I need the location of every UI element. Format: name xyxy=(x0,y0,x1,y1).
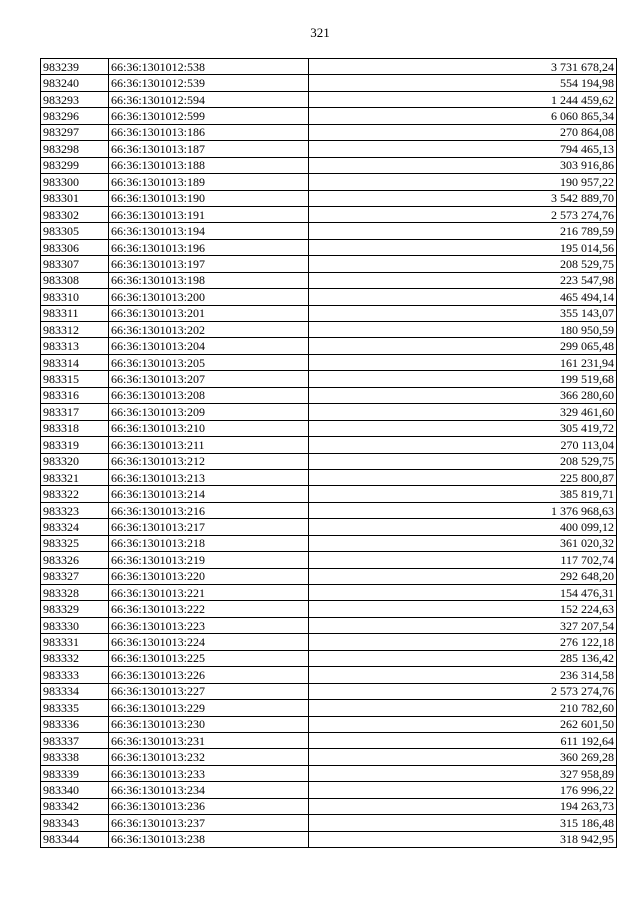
row-number-cell: 983330 xyxy=(41,617,109,633)
table-row xyxy=(41,305,617,321)
cadastral-value-cell: 216 789,59 xyxy=(309,223,617,239)
row-number-cell: 983307 xyxy=(41,256,109,272)
cadastral-value-cell: 292 648,20 xyxy=(309,568,617,584)
cadastral-number-cell: 66:36:1301013:220 xyxy=(109,568,309,584)
cadastral-number-cell: 66:36:1301013:202 xyxy=(109,322,309,338)
cadastral-value-cell: 611 192,64 xyxy=(309,732,617,748)
row-number-cell: 983239 xyxy=(41,59,109,75)
table-row xyxy=(41,239,617,255)
row-number-cell: 983312 xyxy=(41,322,109,338)
cadastral-number-cell: 66:36:1301013:227 xyxy=(109,683,309,699)
cadastral-value-cell: 210 782,60 xyxy=(309,700,617,716)
row-number-cell: 983317 xyxy=(41,404,109,420)
row-number-cell: 983336 xyxy=(41,716,109,732)
cadastral-number-cell: 66:36:1301012:594 xyxy=(109,91,309,107)
row-number-cell: 983331 xyxy=(41,634,109,650)
cadastral-value-cell: 6 060 865,34 xyxy=(309,108,617,124)
row-number-cell: 983338 xyxy=(41,749,109,765)
row-number-cell: 983302 xyxy=(41,206,109,222)
row-number-cell: 983306 xyxy=(41,239,109,255)
row-number-cell: 983299 xyxy=(41,157,109,173)
row-number-cell: 983343 xyxy=(41,815,109,831)
cadastral-number-cell: 66:36:1301013:207 xyxy=(109,371,309,387)
row-number-cell: 983340 xyxy=(41,782,109,798)
row-number-cell: 983335 xyxy=(41,700,109,716)
table-row xyxy=(41,634,617,650)
table-row xyxy=(41,108,617,124)
table-row xyxy=(41,502,617,518)
row-number-cell: 983308 xyxy=(41,272,109,288)
cadastral-number-cell: 66:36:1301013:231 xyxy=(109,732,309,748)
table-row xyxy=(41,568,617,584)
cadastral-value-cell: 225 800,87 xyxy=(309,469,617,485)
table-row xyxy=(41,75,617,91)
table-row xyxy=(41,815,617,831)
cadastral-value-cell: 315 186,48 xyxy=(309,815,617,831)
cadastral-value-cell: 3 542 889,70 xyxy=(309,190,617,206)
table-row xyxy=(41,437,617,453)
row-number-cell: 983327 xyxy=(41,568,109,584)
cadastral-value-cell: 400 099,12 xyxy=(309,519,617,535)
row-number-cell: 983332 xyxy=(41,650,109,666)
table-row xyxy=(41,453,617,469)
table-row xyxy=(41,404,617,420)
cadastral-number-cell: 66:36:1301013:200 xyxy=(109,289,309,305)
cadastral-number-cell: 66:36:1301013:187 xyxy=(109,141,309,157)
table-row xyxy=(41,272,617,288)
cadastral-value-cell: 276 122,18 xyxy=(309,634,617,650)
cadastral-number-cell: 66:36:1301013:194 xyxy=(109,223,309,239)
table-row xyxy=(41,749,617,765)
cadastral-value-cell: 355 143,07 xyxy=(309,305,617,321)
row-number-cell: 983321 xyxy=(41,469,109,485)
cadastral-value-cell: 190 957,22 xyxy=(309,174,617,190)
table-row xyxy=(41,519,617,535)
cadastral-number-cell: 66:36:1301013:236 xyxy=(109,798,309,814)
cadastral-value-cell: 195 014,56 xyxy=(309,239,617,255)
row-number-cell: 983301 xyxy=(41,190,109,206)
cadastral-value-cell: 329 461,60 xyxy=(309,404,617,420)
table-row xyxy=(41,700,617,716)
cadastral-number-cell: 66:36:1301013:190 xyxy=(109,190,309,206)
row-number-cell: 983344 xyxy=(41,831,109,847)
page-number: 321 xyxy=(310,25,330,40)
cadastral-value-cell: 161 231,94 xyxy=(309,354,617,370)
table-row xyxy=(41,322,617,338)
table-row xyxy=(41,174,617,190)
row-number-cell: 983324 xyxy=(41,519,109,535)
cadastral-number-cell: 66:36:1301013:232 xyxy=(109,749,309,765)
row-number-cell: 983329 xyxy=(41,601,109,617)
cadastral-value-cell: 152 224,63 xyxy=(309,601,617,617)
row-number-cell: 983342 xyxy=(41,798,109,814)
table-row xyxy=(41,765,617,781)
cadastral-value-cell: 236 314,58 xyxy=(309,667,617,683)
table-row xyxy=(41,157,617,173)
row-number-cell: 983318 xyxy=(41,420,109,436)
table-row xyxy=(41,223,617,239)
table-row xyxy=(41,190,617,206)
cadastral-value-cell: 366 280,60 xyxy=(309,387,617,403)
row-number-cell: 983333 xyxy=(41,667,109,683)
cadastral-value-cell: 303 916,86 xyxy=(309,157,617,173)
cadastral-number-cell: 66:36:1301013:219 xyxy=(109,552,309,568)
cadastral-number-cell: 66:36:1301013:233 xyxy=(109,765,309,781)
table-row xyxy=(41,59,617,75)
cadastral-value-cell: 180 950,59 xyxy=(309,322,617,338)
table-row xyxy=(41,831,617,847)
cadastral-number-cell: 66:36:1301013:230 xyxy=(109,716,309,732)
row-number-cell: 983298 xyxy=(41,141,109,157)
cadastral-value-cell: 385 819,71 xyxy=(309,486,617,502)
cadastral-number-cell: 66:36:1301013:188 xyxy=(109,157,309,173)
cadastral-number-cell: 66:36:1301013:191 xyxy=(109,206,309,222)
cadastral-number-cell: 66:36:1301013:209 xyxy=(109,404,309,420)
cadastral-value-cell: 199 519,68 xyxy=(309,371,617,387)
cadastral-number-cell: 66:36:1301013:237 xyxy=(109,815,309,831)
cadastral-number-cell: 66:36:1301013:213 xyxy=(109,469,309,485)
table-row xyxy=(41,601,617,617)
cadastral-value-cell: 361 020,32 xyxy=(309,535,617,551)
cadastral-number-cell: 66:36:1301013:196 xyxy=(109,239,309,255)
row-number-cell: 983322 xyxy=(41,486,109,502)
cadastral-value-cell: 327 958,89 xyxy=(309,765,617,781)
cadastral-number-cell: 66:36:1301013:234 xyxy=(109,782,309,798)
cadastral-value-table xyxy=(40,58,617,848)
cadastral-number-cell: 66:36:1301013:201 xyxy=(109,305,309,321)
cadastral-number-cell: 66:36:1301013:223 xyxy=(109,617,309,633)
cadastral-value-cell: 794 465,13 xyxy=(309,141,617,157)
table-row xyxy=(41,124,617,140)
cadastral-number-cell: 66:36:1301013:221 xyxy=(109,585,309,601)
row-number-cell: 983320 xyxy=(41,453,109,469)
cadastral-number-cell: 66:36:1301013:238 xyxy=(109,831,309,847)
row-number-cell: 983305 xyxy=(41,223,109,239)
cadastral-value-cell: 1 244 459,62 xyxy=(309,91,617,107)
cadastral-value-cell: 327 207,54 xyxy=(309,617,617,633)
table-row xyxy=(41,617,617,633)
table-body xyxy=(41,59,617,848)
cadastral-value-cell: 554 194,98 xyxy=(309,75,617,91)
cadastral-value-cell: 270 113,04 xyxy=(309,437,617,453)
cadastral-value-cell: 305 419,72 xyxy=(309,420,617,436)
cadastral-number-cell: 66:36:1301013:214 xyxy=(109,486,309,502)
cadastral-number-cell: 66:36:1301013:216 xyxy=(109,502,309,518)
row-number-cell: 983319 xyxy=(41,437,109,453)
row-number-cell: 983300 xyxy=(41,174,109,190)
cadastral-number-cell: 66:36:1301013:226 xyxy=(109,667,309,683)
cadastral-number-cell: 66:36:1301013:210 xyxy=(109,420,309,436)
cadastral-number-cell: 66:36:1301013:211 xyxy=(109,437,309,453)
table-row xyxy=(41,552,617,568)
row-number-cell: 983326 xyxy=(41,552,109,568)
table-row xyxy=(41,782,617,798)
cadastral-number-cell: 66:36:1301013:224 xyxy=(109,634,309,650)
cadastral-value-cell: 2 573 274,76 xyxy=(309,683,617,699)
table-row xyxy=(41,716,617,732)
row-number-cell: 983315 xyxy=(41,371,109,387)
row-number-cell: 983240 xyxy=(41,75,109,91)
cadastral-value-cell: 194 263,73 xyxy=(309,798,617,814)
cadastral-number-cell: 66:36:1301013:217 xyxy=(109,519,309,535)
cadastral-value-cell: 299 065,48 xyxy=(309,338,617,354)
table-row xyxy=(41,206,617,222)
table-row xyxy=(41,256,617,272)
table-row xyxy=(41,667,617,683)
cadastral-value-cell: 285 136,42 xyxy=(309,650,617,666)
cadastral-value-cell: 3 731 678,24 xyxy=(309,59,617,75)
cadastral-number-cell: 66:36:1301013:198 xyxy=(109,272,309,288)
cadastral-value-cell: 262 601,50 xyxy=(309,716,617,732)
cadastral-number-cell: 66:36:1301013:205 xyxy=(109,354,309,370)
table-row xyxy=(41,91,617,107)
row-number-cell: 983328 xyxy=(41,585,109,601)
cadastral-number-cell: 66:36:1301013:197 xyxy=(109,256,309,272)
cadastral-number-cell: 66:36:1301013:229 xyxy=(109,700,309,716)
table-row xyxy=(41,420,617,436)
table-row xyxy=(41,338,617,354)
row-number-cell: 983339 xyxy=(41,765,109,781)
row-number-cell: 983316 xyxy=(41,387,109,403)
cadastral-number-cell: 66:36:1301013:189 xyxy=(109,174,309,190)
cadastral-value-cell: 208 529,75 xyxy=(309,453,617,469)
cadastral-number-cell: 66:36:1301012:539 xyxy=(109,75,309,91)
row-number-cell: 983323 xyxy=(41,502,109,518)
cadastral-number-cell: 66:36:1301013:208 xyxy=(109,387,309,403)
row-number-cell: 983313 xyxy=(41,338,109,354)
row-number-cell: 983293 xyxy=(41,91,109,107)
cadastral-number-cell: 66:36:1301013:225 xyxy=(109,650,309,666)
row-number-cell: 983297 xyxy=(41,124,109,140)
row-number-cell: 983325 xyxy=(41,535,109,551)
cadastral-value-cell: 117 702,74 xyxy=(309,552,617,568)
cadastral-number-cell: 66:36:1301012:538 xyxy=(109,59,309,75)
table-row xyxy=(41,387,617,403)
cadastral-value-cell: 223 547,98 xyxy=(309,272,617,288)
cadastral-value-cell: 360 269,28 xyxy=(309,749,617,765)
cadastral-number-cell: 66:36:1301013:204 xyxy=(109,338,309,354)
row-number-cell: 983310 xyxy=(41,289,109,305)
cadastral-value-cell: 270 864,08 xyxy=(309,124,617,140)
cadastral-value-cell: 1 376 968,63 xyxy=(309,502,617,518)
cadastral-number-cell: 66:36:1301013:212 xyxy=(109,453,309,469)
table-row xyxy=(41,354,617,370)
cadastral-value-cell: 465 494,14 xyxy=(309,289,617,305)
table-row xyxy=(41,683,617,699)
row-number-cell: 983334 xyxy=(41,683,109,699)
row-number-cell: 983311 xyxy=(41,305,109,321)
table-row xyxy=(41,732,617,748)
cadastral-value-cell: 176 996,22 xyxy=(309,782,617,798)
row-number-cell: 983337 xyxy=(41,732,109,748)
cadastral-value-cell: 208 529,75 xyxy=(309,256,617,272)
row-number-cell: 983296 xyxy=(41,108,109,124)
row-number-cell: 983314 xyxy=(41,354,109,370)
cadastral-number-cell: 66:36:1301012:599 xyxy=(109,108,309,124)
table-row xyxy=(41,650,617,666)
table-row xyxy=(41,535,617,551)
cadastral-value-cell: 2 573 274,76 xyxy=(309,206,617,222)
table-row xyxy=(41,469,617,485)
table-row xyxy=(41,289,617,305)
table-row xyxy=(41,798,617,814)
table-row xyxy=(41,371,617,387)
cadastral-number-cell: 66:36:1301013:218 xyxy=(109,535,309,551)
table-row xyxy=(41,141,617,157)
cadastral-value-cell: 154 476,31 xyxy=(309,585,617,601)
table-row xyxy=(41,585,617,601)
table-row xyxy=(41,486,617,502)
cadastral-number-cell: 66:36:1301013:186 xyxy=(109,124,309,140)
cadastral-number-cell: 66:36:1301013:222 xyxy=(109,601,309,617)
cadastral-value-cell: 318 942,95 xyxy=(309,831,617,847)
